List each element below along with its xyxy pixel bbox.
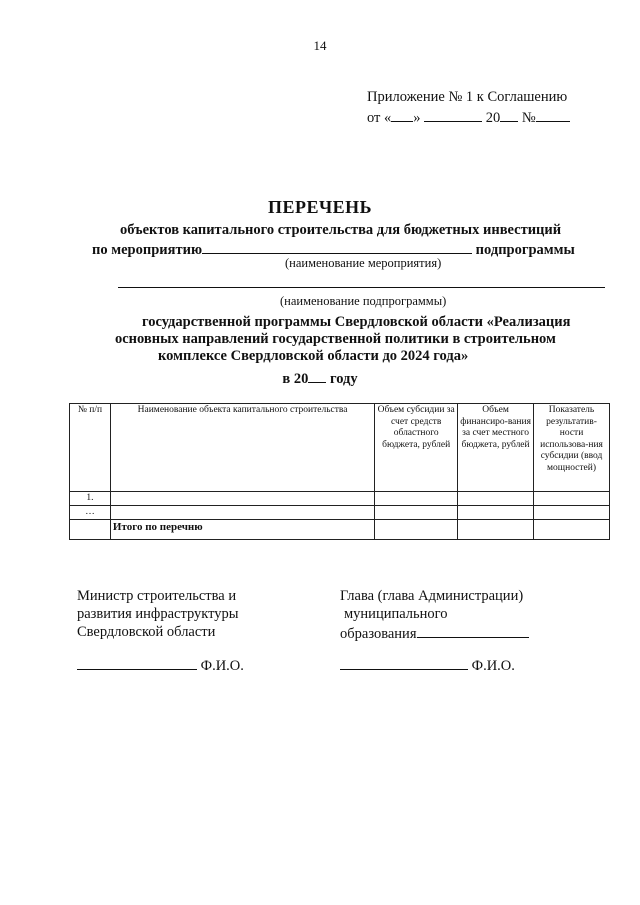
- header-indicator: Показатель результатив-ности использова-ния субсидии (ввод мощностей): [534, 404, 610, 492]
- header-local-funding: Объем финансиро-вания за счет местного бюджета, рублей: [458, 404, 534, 492]
- row-local-funding: [458, 492, 534, 506]
- appendix-number-sign: №: [521, 110, 536, 126]
- right-title-line-2: муниципального: [344, 606, 448, 622]
- year-suffix: году: [329, 371, 358, 387]
- year-prefix: в 20: [282, 371, 309, 387]
- header-number: № п/п: [70, 404, 111, 492]
- right-title-line-3-text: образования: [340, 626, 417, 642]
- subprogram-name-blank: [118, 287, 605, 288]
- day-blank: [391, 107, 413, 122]
- left-title-line-2: развития инфраструктуры: [77, 606, 239, 622]
- left-fio: Ф.И.О.: [200, 658, 244, 674]
- subtitle-line-1: объектов капитального строительства для бюджетных инвестиций: [120, 222, 562, 238]
- total-local-funding: [458, 520, 534, 540]
- left-title-line-3: Свердловской области: [77, 624, 216, 640]
- row-regional-subsidy: [375, 506, 458, 520]
- row-indicator: [534, 506, 610, 520]
- left-title-line-1: Министр строительства и: [77, 588, 237, 604]
- row-object-name: [110, 506, 374, 520]
- table-total-row: [70, 520, 610, 540]
- signature-right-block: [340, 587, 529, 643]
- total-indicator: [534, 520, 610, 540]
- event-prefix: по мероприятию: [92, 242, 203, 258]
- number-blank: [536, 107, 570, 122]
- page-number: 14: [313, 38, 327, 53]
- total-regional-subsidy: [375, 520, 458, 540]
- appendix-line-1: Приложение № 1 к Соглашению: [367, 89, 568, 105]
- event-name-blank: [202, 239, 472, 254]
- header-regional-subsidy: Объем субсидии за счет средств областного бюджета, рублей: [375, 404, 458, 492]
- objects-table: [69, 403, 610, 540]
- appendix-line-2: [367, 107, 570, 127]
- left-signature-blank: [77, 655, 197, 670]
- municipality-blank: [417, 623, 529, 638]
- row-local-funding: [458, 506, 534, 520]
- program-line-1: государственной программы Свердловской области «Реализация: [142, 314, 571, 330]
- row-object-name: [110, 492, 374, 506]
- year-line: [0, 368, 640, 388]
- right-signature-blank: [340, 655, 468, 670]
- month-blank: [424, 107, 482, 122]
- subprogram-caption: (наименование подпрограммы): [280, 294, 447, 308]
- appendix-from: от «: [367, 110, 392, 126]
- year-blank: [500, 107, 518, 122]
- appendix-quote: »: [413, 110, 421, 126]
- row-number: 1.: [70, 492, 111, 506]
- row-regional-subsidy: [375, 492, 458, 506]
- table-row: [70, 492, 610, 506]
- total-empty-cell: [70, 520, 111, 540]
- event-caption: (наименование мероприятия): [285, 256, 442, 270]
- right-fio: Ф.И.О.: [471, 658, 515, 674]
- right-title-line-1: Глава (глава Администрации): [340, 588, 524, 604]
- row-number: …: [70, 506, 111, 520]
- year-line-blank: [308, 368, 326, 383]
- document-title: ПЕРЕЧЕНЬ: [267, 197, 373, 217]
- subprogram-suffix: подпрограммы: [475, 242, 575, 258]
- program-line-2: основных направлений государственной политики в строительном: [115, 331, 556, 347]
- left-signature-line: [77, 655, 244, 675]
- table-row: [70, 506, 610, 520]
- signature-left-block: [77, 587, 239, 641]
- right-signature-line: [340, 655, 515, 675]
- header-object-name: Наименование объекта капитального строительства: [110, 404, 374, 492]
- appendix-year: 20: [485, 110, 501, 126]
- row-indicator: [534, 492, 610, 506]
- table-header-row: [70, 404, 610, 492]
- program-line-3: комплексе Свердловской области до 2024 года»: [158, 348, 469, 364]
- total-label: Итого по перечню: [110, 520, 374, 540]
- right-title-line-3: [340, 623, 529, 643]
